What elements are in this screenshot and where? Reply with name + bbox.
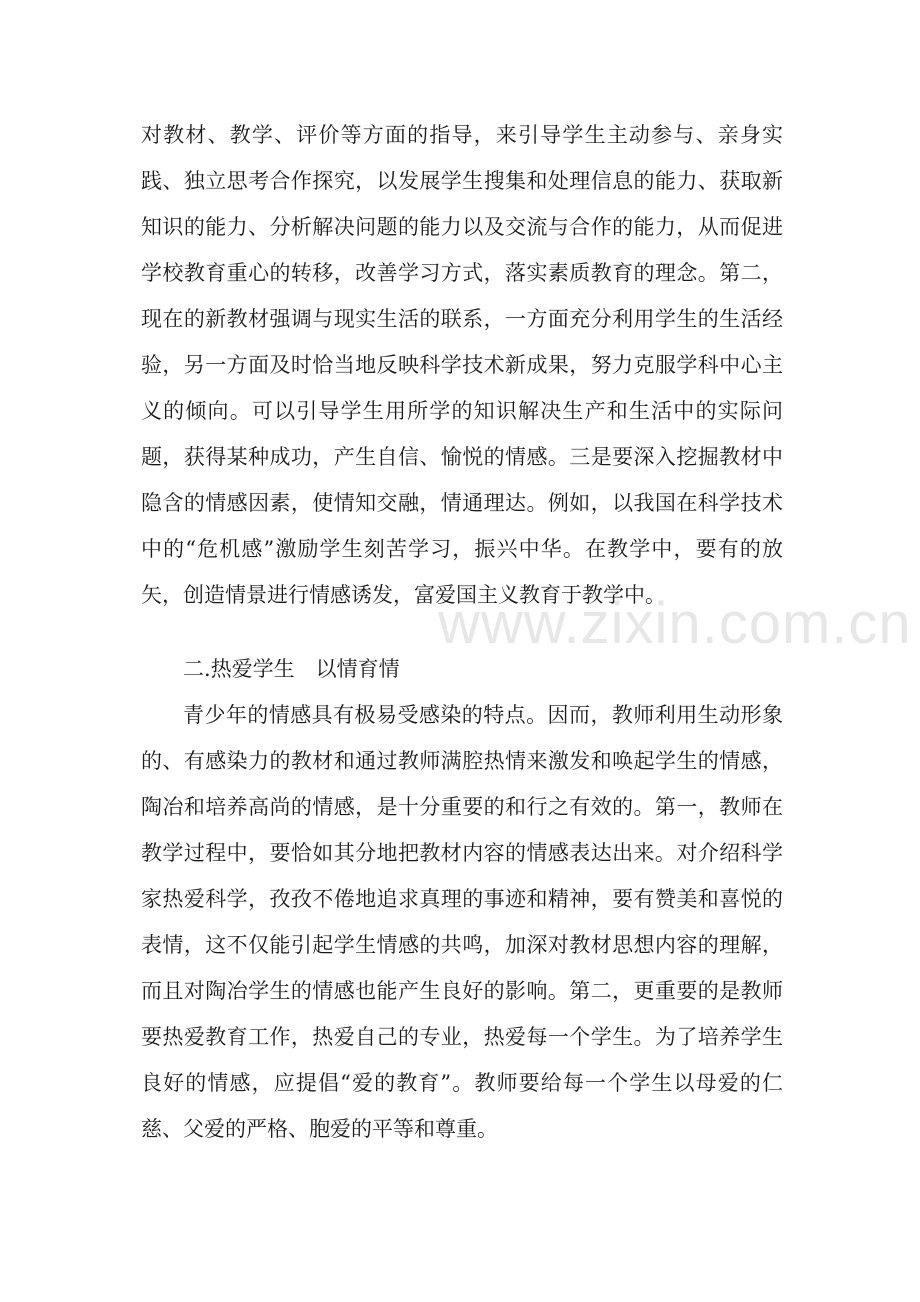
section-heading: 二.热爱学生 以情育情 [183,657,400,681]
body-paragraph: 对教材、教学、评价等方面的指导，来引导学生主动参与、亲身实践、独立思考合作探究，以发展学生搜集和处理信息的能力、获取新知识的能力、分析解决问题的能力以及交流与合作的能力，从而促进学校教育重心的转移，改善学习方式，落实素质教育的理念。第二，现在的新教材强调与现实生活的联系，一方面充分利用学生的生活经验，另一方面及时恰当地反映科学技术新成果，努力克服学科中心主义的倾向。可以引导学生用所学的知识解决生产和生活中的实际问题，获得某种成功，产生自信、愉悦的情感。三是要深入挖掘教材中隐含的情感因素，使情知交融，情通理达。例如，以我国在科学技术中的“危机感”激励学生刻苦学习，振兴中华。在教学中，要有的放矢，创造情景进行情感诱发，富爱国主义教育于教学中。 [141,123,783,607]
watermark: www.zixin.com.cn [438,591,912,656]
body-paragraph: 青少年的情感具有极易受感染的特点。因而，教师利用生动形象的、有感染力的教材和通过教师满腔热情来激发和唤起学生的情感，陶冶和培养高尚的情感，是十分重要的和行之有效的。第一，教师在教学过程中，要恰如其分地把教材内容的情感表达出来。对介绍科学家热爱科学，孜孜不倦地追求真理的事迹和精神，要有赞美和喜悦的表情，这不仅能引起学生情感的共鸣，加深对教材思想内容的理解，而且对陶冶学生的情感也能产生良好的影响。第二，更重要的是教师要热爱教育工作，热爱自己的专业，热爱每一个学生。为了培养学生良好的情感，应提倡“爱的教育”。教师要给每一个学生以母爱的仁慈、父爱的严格、胞爱的平等和尊重。 [141,703,783,1141]
